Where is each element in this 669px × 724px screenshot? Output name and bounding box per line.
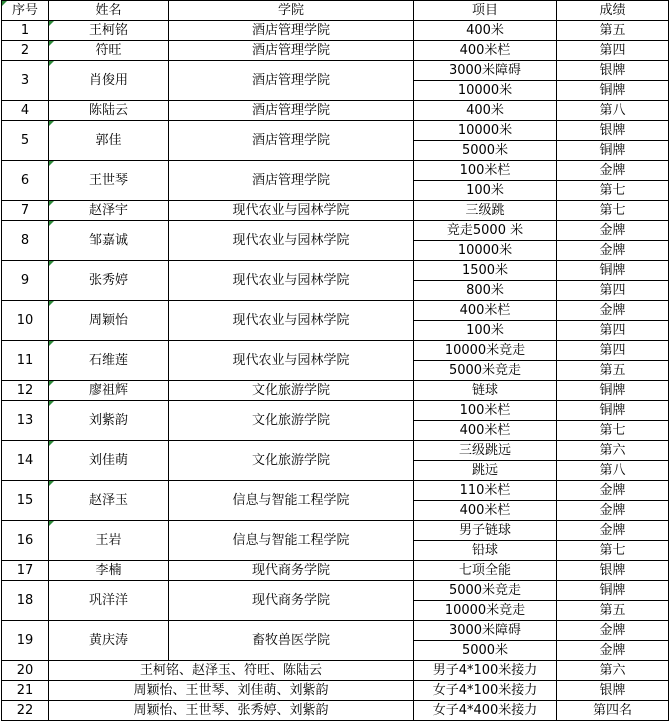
event-result: 铜牌 xyxy=(557,381,669,401)
college-name: 酒店管理学院 xyxy=(169,101,414,121)
row-number: 2 xyxy=(2,41,49,61)
college-name: 文化旅游学院 xyxy=(169,381,414,401)
event-name: 10000米 xyxy=(414,121,557,141)
athlete-name: 廖祖辉 xyxy=(49,381,169,401)
row-number: 6 xyxy=(2,161,49,201)
event-result: 金牌 xyxy=(557,221,669,241)
event-result: 第八 xyxy=(557,101,669,121)
college-name: 酒店管理学院 xyxy=(169,41,414,61)
event-name: 竞走5000 米 xyxy=(414,221,557,241)
header-result: 成绩 xyxy=(557,1,669,21)
event-result: 金牌 xyxy=(557,521,669,541)
event-name: 女子4*100米接力 xyxy=(414,681,557,701)
row-number: 9 xyxy=(2,261,49,301)
event-name: 七项全能 xyxy=(414,561,557,581)
event-result: 第四 xyxy=(557,41,669,61)
row-number: 3 xyxy=(2,61,49,101)
event-result: 金牌 xyxy=(557,241,669,261)
event-result: 金牌 xyxy=(557,621,669,641)
event-name: 100米栏 xyxy=(414,161,557,181)
athlete-name: 李楠 xyxy=(49,561,169,581)
event-result: 铜牌 xyxy=(557,261,669,281)
event-result: 金牌 xyxy=(557,641,669,661)
event-name: 100米 xyxy=(414,321,557,341)
event-name: 10000米 xyxy=(414,241,557,261)
table-row xyxy=(2,521,669,541)
event-result: 第四 xyxy=(557,341,669,361)
college-name: 信息与智能工程学院 xyxy=(169,481,414,521)
athlete-name: 周颖怡 xyxy=(49,301,169,341)
athlete-name: 符旺 xyxy=(49,41,169,61)
row-number: 8 xyxy=(2,221,49,261)
college-name: 现代农业与园林学院 xyxy=(169,201,414,221)
event-name: 男子链球 xyxy=(414,521,557,541)
row-number: 22 xyxy=(2,701,49,721)
row-number: 12 xyxy=(2,381,49,401)
athlete-name: 赵泽玉 xyxy=(49,481,169,521)
event-name: 5000米竞走 xyxy=(414,581,557,601)
row-number: 21 xyxy=(2,681,49,701)
event-name: 110米栏 xyxy=(414,481,557,501)
event-result: 第七 xyxy=(557,421,669,441)
event-result: 第五 xyxy=(557,601,669,621)
athlete-name: 刘紫韵 xyxy=(49,401,169,441)
results-table xyxy=(1,0,669,721)
athlete-name: 黄庆涛 xyxy=(49,621,169,661)
event-name: 3000米障碍 xyxy=(414,621,557,641)
athlete-name: 石维莲 xyxy=(49,341,169,381)
event-name: 三级跳 xyxy=(414,201,557,221)
event-name: 跳远 xyxy=(414,461,557,481)
table-row xyxy=(2,301,669,321)
college-name: 文化旅游学院 xyxy=(169,401,414,441)
event-name: 5000米竞走 xyxy=(414,361,557,381)
athlete-name: 郭佳 xyxy=(49,121,169,161)
event-name: 1500米 xyxy=(414,261,557,281)
event-result: 第七 xyxy=(557,201,669,221)
table-row xyxy=(2,61,669,81)
event-result: 第六 xyxy=(557,441,669,461)
athlete-name: 巩洋洋 xyxy=(49,581,169,621)
event-name: 5000米 xyxy=(414,141,557,161)
college-name: 酒店管理学院 xyxy=(169,121,414,161)
event-result: 铜牌 xyxy=(557,401,669,421)
event-result: 银牌 xyxy=(557,561,669,581)
college-name: 现代商务学院 xyxy=(169,581,414,621)
table-row xyxy=(2,561,669,581)
table-row xyxy=(2,121,669,141)
table-body xyxy=(2,21,669,721)
event-result: 第五 xyxy=(557,21,669,41)
college-name: 畜牧兽医学院 xyxy=(169,621,414,661)
table-row xyxy=(2,341,669,361)
event-result: 铜牌 xyxy=(557,141,669,161)
row-number: 16 xyxy=(2,521,49,561)
college-name: 酒店管理学院 xyxy=(169,21,414,41)
college-name: 现代农业与园林学院 xyxy=(169,341,414,381)
event-result: 金牌 xyxy=(557,301,669,321)
event-result: 第七 xyxy=(557,181,669,201)
event-name: 400米栏 xyxy=(414,501,557,521)
event-name: 铅球 xyxy=(414,541,557,561)
athlete-name: 张秀婷 xyxy=(49,261,169,301)
table-row xyxy=(2,21,669,41)
event-result: 银牌 xyxy=(557,681,669,701)
row-number: 11 xyxy=(2,341,49,381)
row-number: 15 xyxy=(2,481,49,521)
event-result: 第六 xyxy=(557,661,669,681)
row-number: 17 xyxy=(2,561,49,581)
table-row xyxy=(2,581,669,601)
row-number: 18 xyxy=(2,581,49,621)
header-no: 序号 xyxy=(2,1,49,21)
table-row xyxy=(2,441,669,461)
event-name: 女子4*400米接力 xyxy=(414,701,557,721)
event-result: 铜牌 xyxy=(557,581,669,601)
college-name: 酒店管理学院 xyxy=(169,161,414,201)
athlete-name: 肖俊用 xyxy=(49,61,169,101)
athlete-name: 陈陆云 xyxy=(49,101,169,121)
college-name: 信息与智能工程学院 xyxy=(169,521,414,561)
college-name: 现代商务学院 xyxy=(169,561,414,581)
table-row xyxy=(2,621,669,641)
row-number: 1 xyxy=(2,21,49,41)
event-result: 第四 xyxy=(557,281,669,301)
event-name: 400米 xyxy=(414,21,557,41)
event-result: 金牌 xyxy=(557,481,669,501)
event-result: 第七 xyxy=(557,541,669,561)
event-name: 400米栏 xyxy=(414,301,557,321)
relay-row xyxy=(2,661,669,681)
header-college: 学院 xyxy=(169,1,414,21)
event-result: 银牌 xyxy=(557,121,669,141)
college-name: 酒店管理学院 xyxy=(169,61,414,101)
event-name: 400米栏 xyxy=(414,421,557,441)
row-number: 5 xyxy=(2,121,49,161)
header-name: 姓名 xyxy=(49,1,169,21)
event-name: 5000米 xyxy=(414,641,557,661)
table-row xyxy=(2,481,669,501)
header-event: 项目 xyxy=(414,1,557,21)
header-row xyxy=(2,1,669,21)
college-name: 现代农业与园林学院 xyxy=(169,301,414,341)
college-name: 现代农业与园林学院 xyxy=(169,261,414,301)
event-result: 第四 xyxy=(557,321,669,341)
table-row xyxy=(2,221,669,241)
event-name: 400米 xyxy=(414,101,557,121)
relay-team-names: 周颖怡、王世琴、刘佳萌、刘紫韵 xyxy=(49,681,414,701)
event-result: 金牌 xyxy=(557,161,669,181)
table-row xyxy=(2,101,669,121)
event-name: 800米 xyxy=(414,281,557,301)
row-number: 7 xyxy=(2,201,49,221)
row-number: 19 xyxy=(2,621,49,661)
event-name: 链球 xyxy=(414,381,557,401)
row-number: 14 xyxy=(2,441,49,481)
event-name: 3000米障碍 xyxy=(414,61,557,81)
event-name: 100米 xyxy=(414,181,557,201)
athlete-name: 王柯铭 xyxy=(49,21,169,41)
event-result: 铜牌 xyxy=(557,81,669,101)
relay-row xyxy=(2,701,669,721)
event-name: 400米栏 xyxy=(414,41,557,61)
table-row xyxy=(2,201,669,221)
athlete-name: 邹嘉诚 xyxy=(49,221,169,261)
table-row xyxy=(2,261,669,281)
athlete-name: 王岩 xyxy=(49,521,169,561)
row-number: 4 xyxy=(2,101,49,121)
college-name: 现代农业与园林学院 xyxy=(169,221,414,261)
row-number: 20 xyxy=(2,661,49,681)
table-row xyxy=(2,161,669,181)
row-number: 13 xyxy=(2,401,49,441)
relay-team-names: 周颖怡、王世琴、张秀婷、刘紫韵 xyxy=(49,701,414,721)
event-result: 金牌 xyxy=(557,501,669,521)
table-row xyxy=(2,41,669,61)
athlete-name: 刘佳萌 xyxy=(49,441,169,481)
event-name: 10000米竞走 xyxy=(414,341,557,361)
event-result: 银牌 xyxy=(557,61,669,81)
event-result: 第五 xyxy=(557,361,669,381)
relay-row xyxy=(2,681,669,701)
event-result: 第八 xyxy=(557,461,669,481)
event-name: 三级跳远 xyxy=(414,441,557,461)
table-row xyxy=(2,381,669,401)
table-row xyxy=(2,401,669,421)
event-name: 10000米 xyxy=(414,81,557,101)
event-name: 男子4*100米接力 xyxy=(414,661,557,681)
relay-team-names: 王柯铭、赵泽玉、符旺、陈陆云 xyxy=(49,661,414,681)
athlete-name: 王世琴 xyxy=(49,161,169,201)
event-name: 100米栏 xyxy=(414,401,557,421)
event-name: 10000米竞走 xyxy=(414,601,557,621)
row-number: 10 xyxy=(2,301,49,341)
athlete-name: 赵泽宇 xyxy=(49,201,169,221)
event-result: 第四名 xyxy=(557,701,669,721)
college-name: 文化旅游学院 xyxy=(169,441,414,481)
